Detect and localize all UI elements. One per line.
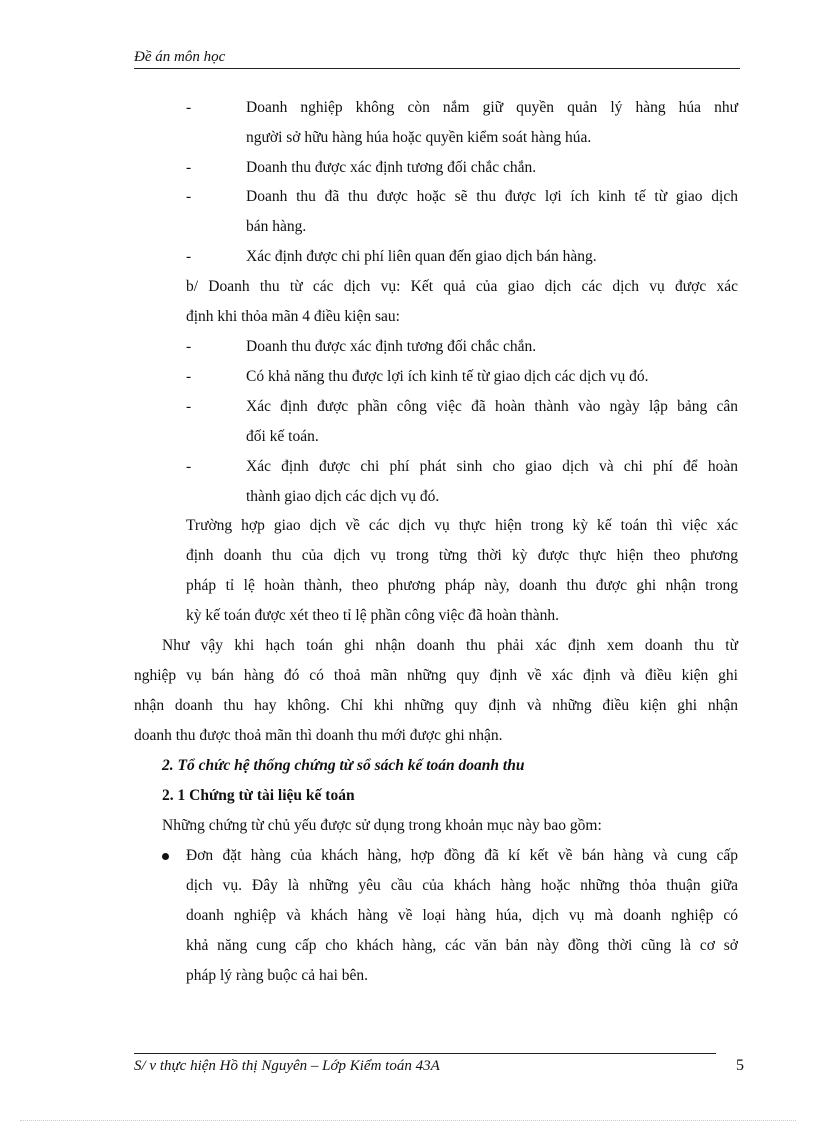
- section-heading: 2. Tổ chức hệ thống chứng từ sổ sách kế toán doanh thu: [162, 757, 525, 774]
- list-item-line: Doanh thu đã thu được hoặc sẽ thu được lợi ích kinh tế từ giao dịch: [246, 188, 738, 205]
- bullet-line: Đơn đặt hàng của khách hàng, hợp đồng đã kí kết về bán hàng và cung cấp: [186, 847, 738, 864]
- list-dash: -: [186, 368, 192, 385]
- subsection-heading: 2. 1 Chứng từ tài liệu kế toán: [162, 787, 355, 804]
- page-number: 5: [736, 1057, 744, 1074]
- bullet-line: pháp lý ràng buộc cả hai bên.: [186, 967, 369, 984]
- list-item-line: Xác định được chi phí liên quan đến giao dịch bán hàng.: [246, 248, 597, 265]
- list-dash: -: [186, 458, 192, 475]
- intro-line: định khi thỏa mãn 4 điều kiện sau:: [186, 308, 400, 325]
- list-item-line: bán hàng.: [246, 218, 307, 235]
- list-item-line: đối kế toán.: [246, 428, 319, 445]
- paragraph-line: kỳ kế toán được xét theo tỉ lệ phần công việc đã hoàn thành.: [186, 607, 559, 624]
- header-title: Đề án môn học: [134, 49, 226, 65]
- paragraph-line: Trường hợp giao dịch về các dịch vụ thực hiện trong kỳ kế toán thì việc xác: [186, 517, 738, 534]
- bullet-dot-icon: [162, 853, 169, 860]
- list-dash: -: [186, 99, 192, 116]
- list-item-line: Có khả năng thu được lợi ích kinh tế từ giao dịch các dịch vụ đó.: [246, 368, 649, 385]
- page-edge-divider: [20, 1120, 796, 1121]
- paragraph-line: pháp tỉ lệ hoàn thành, theo phương pháp này, doanh thu được ghi nhận trong: [186, 577, 738, 594]
- bullet-line: khả năng cung cấp cho khách hàng, các văn bản này đồng thời cũng là cơ sở: [186, 937, 738, 954]
- paragraph-line: nghiệp vụ bán hàng đó có thoả mãn những quy định về xác định và điều kiện ghi: [134, 667, 738, 684]
- list-item-line: thành giao dịch các dịch vụ đó.: [246, 488, 440, 505]
- paragraph-line: doanh thu được thoả mãn thì doanh thu mới được ghi nhận.: [134, 727, 503, 744]
- header-rule: [134, 68, 740, 69]
- bullet-line: doanh nghiệp và khách hàng về loại hàng húa, dịch vụ mà doanh nghiệp có: [186, 907, 738, 924]
- footer-rule: [134, 1053, 716, 1054]
- paragraph-line: Như vậy khi hạch toán ghi nhận doanh thu phải xác định xem doanh thu từ: [162, 637, 738, 654]
- list-item-line: Doanh nghiệp không còn nắm giữ quyền quản lý hàng húa như: [246, 99, 738, 116]
- list-item-line: Doanh thu được xác định tương đối chắc chắn.: [246, 338, 537, 355]
- list-dash: -: [186, 159, 192, 176]
- list-dash: -: [186, 248, 192, 265]
- list-item-line: Xác định được chi phí phát sinh cho giao dịch và chi phí để hoàn: [246, 458, 738, 475]
- subsection-intro: Những chứng từ chủ yếu được sử dụng trong khoản mục này bao gồm:: [162, 817, 602, 834]
- paragraph-line: định doanh thu của dịch vụ trong từng thời kỳ được thực hiện theo phương: [186, 547, 738, 564]
- list-item-line: người sở hữu hàng húa hoặc quyền kiểm soát hàng húa.: [246, 129, 592, 146]
- paragraph-line: nhận doanh thu hay không. Chỉ khi những quy định và những điều kiện ghi nhận: [134, 697, 738, 714]
- footer-author: S/ v thực hiện Hồ thị Nguyên – Lớp Kiểm toán 43A: [134, 1058, 440, 1074]
- bullet-line: dịch vụ. Đây là những yêu cầu của khách hàng hoặc những thỏa thuận giữa: [186, 877, 738, 894]
- list-dash: -: [186, 338, 192, 355]
- intro-line: b/ Doanh thu từ các dịch vụ: Kết quả của giao dịch các dịch vụ được xác: [186, 278, 738, 295]
- list-item-line: Doanh thu được xác định tương đối chắc chắn.: [246, 159, 537, 176]
- list-dash: -: [186, 398, 192, 415]
- list-dash: -: [186, 188, 192, 205]
- list-item-line: Xác định được phần công việc đã hoàn thành vào ngày lập bảng cân: [246, 398, 738, 415]
